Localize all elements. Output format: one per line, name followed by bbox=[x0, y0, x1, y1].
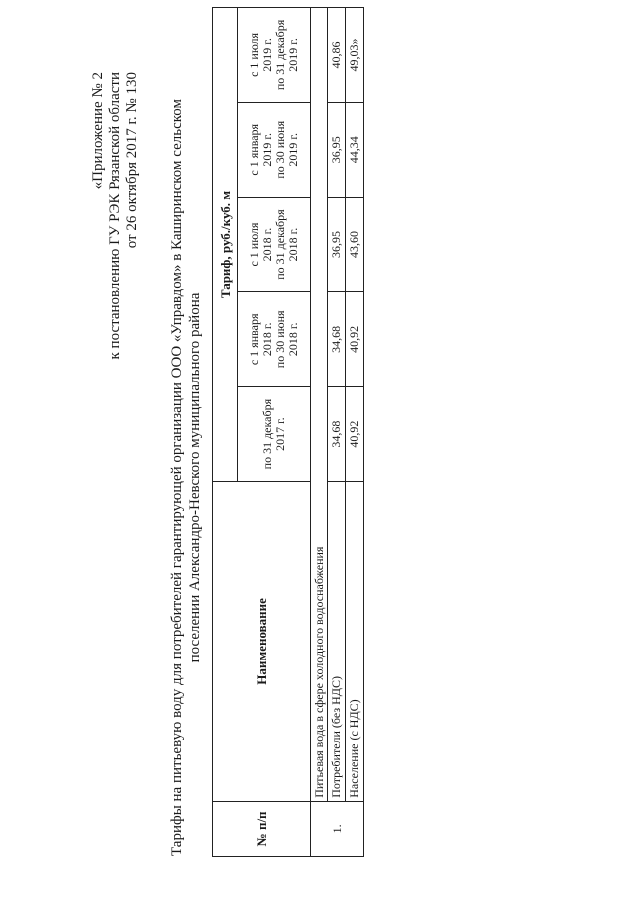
period-4-line: 2019 г. bbox=[286, 132, 300, 167]
header-name: Наименование bbox=[213, 482, 311, 802]
row-value: 36,95 bbox=[328, 197, 346, 292]
document-title bbox=[168, 60, 204, 895]
period-4-line: с 1 января bbox=[247, 123, 261, 176]
period-5-line: 2019 г. bbox=[286, 38, 300, 72]
period-2-line: 2018 г. bbox=[286, 322, 300, 357]
period-2 bbox=[238, 292, 311, 387]
period-1-line: по 31 декабря bbox=[260, 398, 274, 470]
table-row bbox=[346, 8, 364, 857]
period-3-line: с 1 июля bbox=[247, 222, 261, 267]
period-4-line: 2019 г. bbox=[260, 132, 274, 167]
period-4-line: по 30 июня bbox=[273, 120, 287, 179]
period-2-line: с 1 января bbox=[247, 313, 261, 366]
section-num: 1. bbox=[311, 801, 364, 856]
table-row bbox=[328, 8, 346, 857]
period-5-line: с 1 июля bbox=[247, 32, 261, 77]
row-value: 34,68 bbox=[328, 292, 346, 387]
row-value: 36,95 bbox=[328, 102, 346, 197]
appendix-line-2: к постановлению ГУ РЭК Рязанской области bbox=[107, 72, 123, 360]
title-line-2: поселении Александро-Невского муниципального района bbox=[187, 292, 203, 663]
period-5 bbox=[238, 8, 311, 103]
table-header-row bbox=[213, 8, 238, 857]
title-line-1: Тарифы на питьевую воду для потребителей гарантирующей организации ООО «Управдом» в Каширинском сельском bbox=[169, 99, 185, 856]
header-num: № п/п bbox=[213, 801, 311, 856]
row-value: 44,34 bbox=[346, 102, 364, 197]
row-name: Потребители (без НДС) bbox=[328, 482, 346, 802]
period-3-line: по 31 декабря bbox=[273, 209, 287, 280]
row-value: 49,03» bbox=[346, 8, 364, 103]
appendix-line-1: «Приложение № 2 bbox=[90, 72, 106, 190]
period-3-line: 2018 г. bbox=[260, 227, 274, 262]
period-2-line: 2018 г. bbox=[260, 322, 274, 357]
row-value: 34,68 bbox=[328, 387, 346, 482]
row-value: 40,86 bbox=[328, 8, 346, 103]
appendix-header bbox=[90, 72, 141, 359]
period-4 bbox=[238, 102, 311, 197]
row-value: 40,92 bbox=[346, 292, 364, 387]
period-2-line: по 30 июня bbox=[273, 310, 287, 369]
section-label: Питьевая вода в сфере холодного водоснабжения bbox=[311, 8, 328, 802]
section-row bbox=[311, 8, 328, 857]
period-3 bbox=[238, 197, 311, 292]
row-value: 40,92 bbox=[346, 387, 364, 482]
period-3-line: 2018 г. bbox=[286, 227, 300, 262]
appendix-line-3: от 26 октября 2017 г. № 130 bbox=[124, 72, 140, 249]
row-name: Население (с НДС) bbox=[346, 482, 364, 802]
period-5-line: по 31 декабря bbox=[273, 19, 287, 91]
header-tariff: Тариф, руб./куб. м bbox=[213, 8, 238, 482]
tariff-table bbox=[212, 7, 364, 857]
row-value: 43,60 bbox=[346, 197, 364, 292]
period-5-line: 2019 г. bbox=[260, 38, 274, 72]
period-1-line: 2017 г. bbox=[273, 417, 287, 451]
period-1 bbox=[238, 387, 311, 482]
